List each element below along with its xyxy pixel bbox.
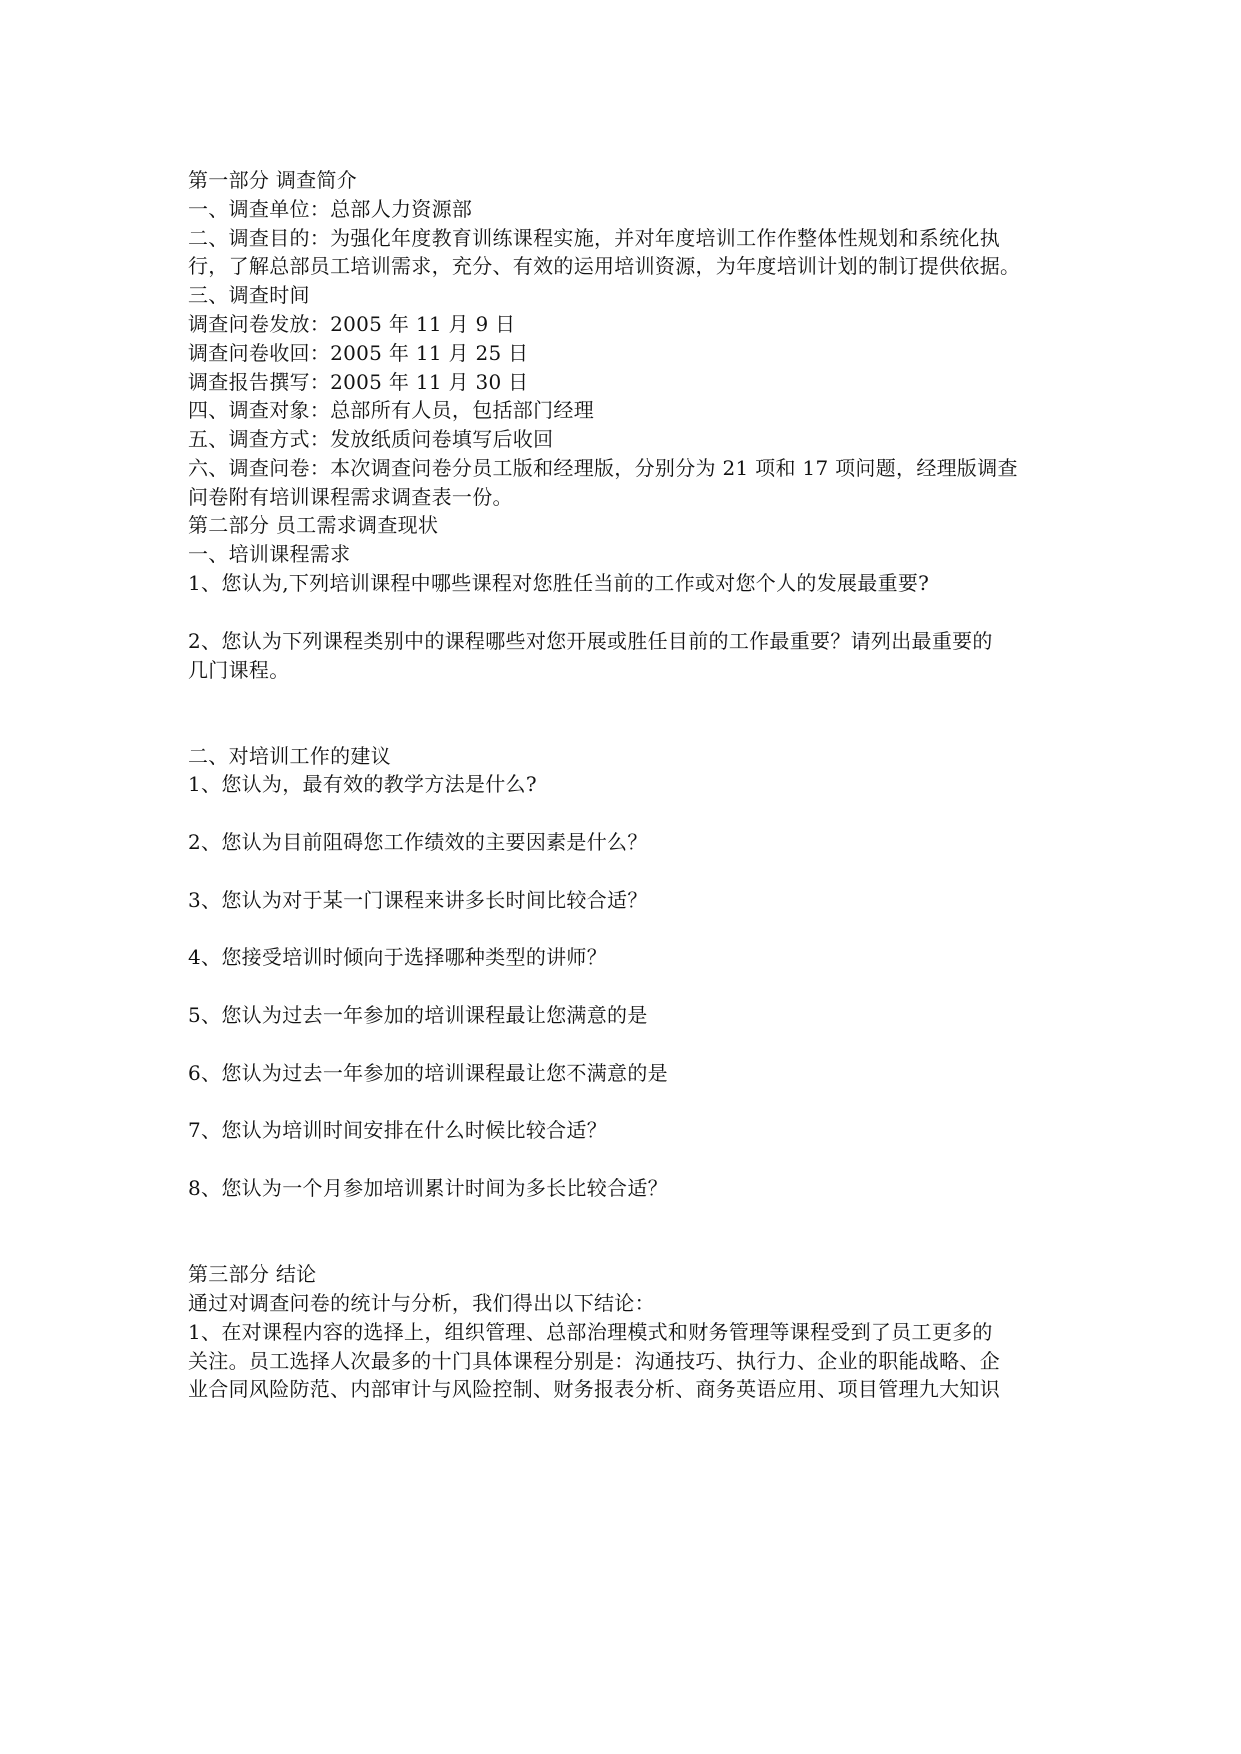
survey-questionnaire-line-2: 问卷附有培训课程需求调查表一份。: [188, 485, 513, 509]
survey-method: 五、调查方式：发放纸质问卷填写后收回: [188, 427, 554, 451]
suggestion-question-8: 8、您认为一个月参加培训累计时间为多长比较合适？: [188, 1176, 668, 1200]
question-2-line-1: 2、您认为下列课程类别中的课程哪些对您开展或胜任目前的工作最重要？请列出最重要的: [188, 629, 993, 653]
suggestion-question-3: 3、您认为对于某一门课程来讲多长时间比较合适？: [188, 888, 648, 912]
question-1: 1、您认为,下列培训课程中哪些课程对您胜任当前的工作或对您个人的发展最重要?: [188, 571, 930, 595]
survey-purpose-line-1: 二、调查目的：为强化年度教育训练课程实施，并对年度培训工作作整体性规划和系统化执: [188, 226, 1000, 250]
conclusion-1-line-1: 1、在对课程内容的选择上，组织管理、总部治理模式和财务管理等课程受到了员工更多的: [188, 1320, 993, 1344]
suggestion-question-2: 2、您认为目前阻碍您工作绩效的主要因素是什么？: [188, 830, 648, 854]
survey-unit: 一、调查单位：总部人力资源部: [188, 197, 473, 221]
part2-heading: 第二部分 员工需求调查现状: [188, 513, 439, 537]
survey-time-issue: 调查问卷发放：2005 年 11 月 9 日: [188, 312, 516, 336]
suggestion-question-5: 5、您认为过去一年参加的培训课程最让您满意的是: [188, 1003, 648, 1027]
survey-time-heading: 三、调查时间: [188, 283, 310, 307]
survey-time-report: 调查报告撰写：2005 年 11 月 30 日: [188, 370, 529, 394]
section-course-demand-heading: 一、培训课程需求: [188, 542, 351, 566]
survey-purpose-line-2: 行，了解总部员工培训需求，充分、有效的运用培训资源，为年度培训计划的制订提供依据。: [188, 254, 1021, 278]
suggestion-question-1: 1、您认为，最有效的教学方法是什么?: [188, 772, 537, 796]
question-2-line-2: 几门课程。: [188, 658, 290, 682]
survey-questionnaire-line-1: 六、调查问卷：本次调查问卷分员工版和经理版，分别分为 21 项和 17 项问题，经理版调查: [188, 456, 1018, 480]
suggestion-question-4: 4、您接受培训时倾向于选择哪种类型的讲师？: [188, 945, 608, 969]
part1-heading: 第一部分 调查简介: [188, 168, 358, 192]
section-suggestions-heading: 二、对培训工作的建议: [188, 744, 391, 768]
suggestion-question-6: 6、您认为过去一年参加的培训课程最让您不满意的是: [188, 1061, 668, 1085]
conclusion-1-line-3: 业合同风险防范、内部审计与风险控制、财务报表分析、商务英语应用、项目管理九大知识: [188, 1377, 1000, 1401]
conclusion-intro: 通过对调查问卷的统计与分析，我们得出以下结论：: [188, 1291, 655, 1315]
survey-target: 四、调查对象：总部所有人员，包括部门经理: [188, 398, 594, 422]
conclusion-1-line-2: 关注。员工选择人次最多的十门具体课程分别是：沟通技巧、执行力、企业的职能战略、企: [188, 1349, 1000, 1373]
suggestion-question-7: 7、您认为培训时间安排在什么时候比较合适？: [188, 1118, 608, 1142]
part3-heading: 第三部分 结论: [188, 1262, 317, 1286]
survey-time-collect: 调查问卷收回：2005 年 11 月 25 日: [188, 341, 529, 365]
